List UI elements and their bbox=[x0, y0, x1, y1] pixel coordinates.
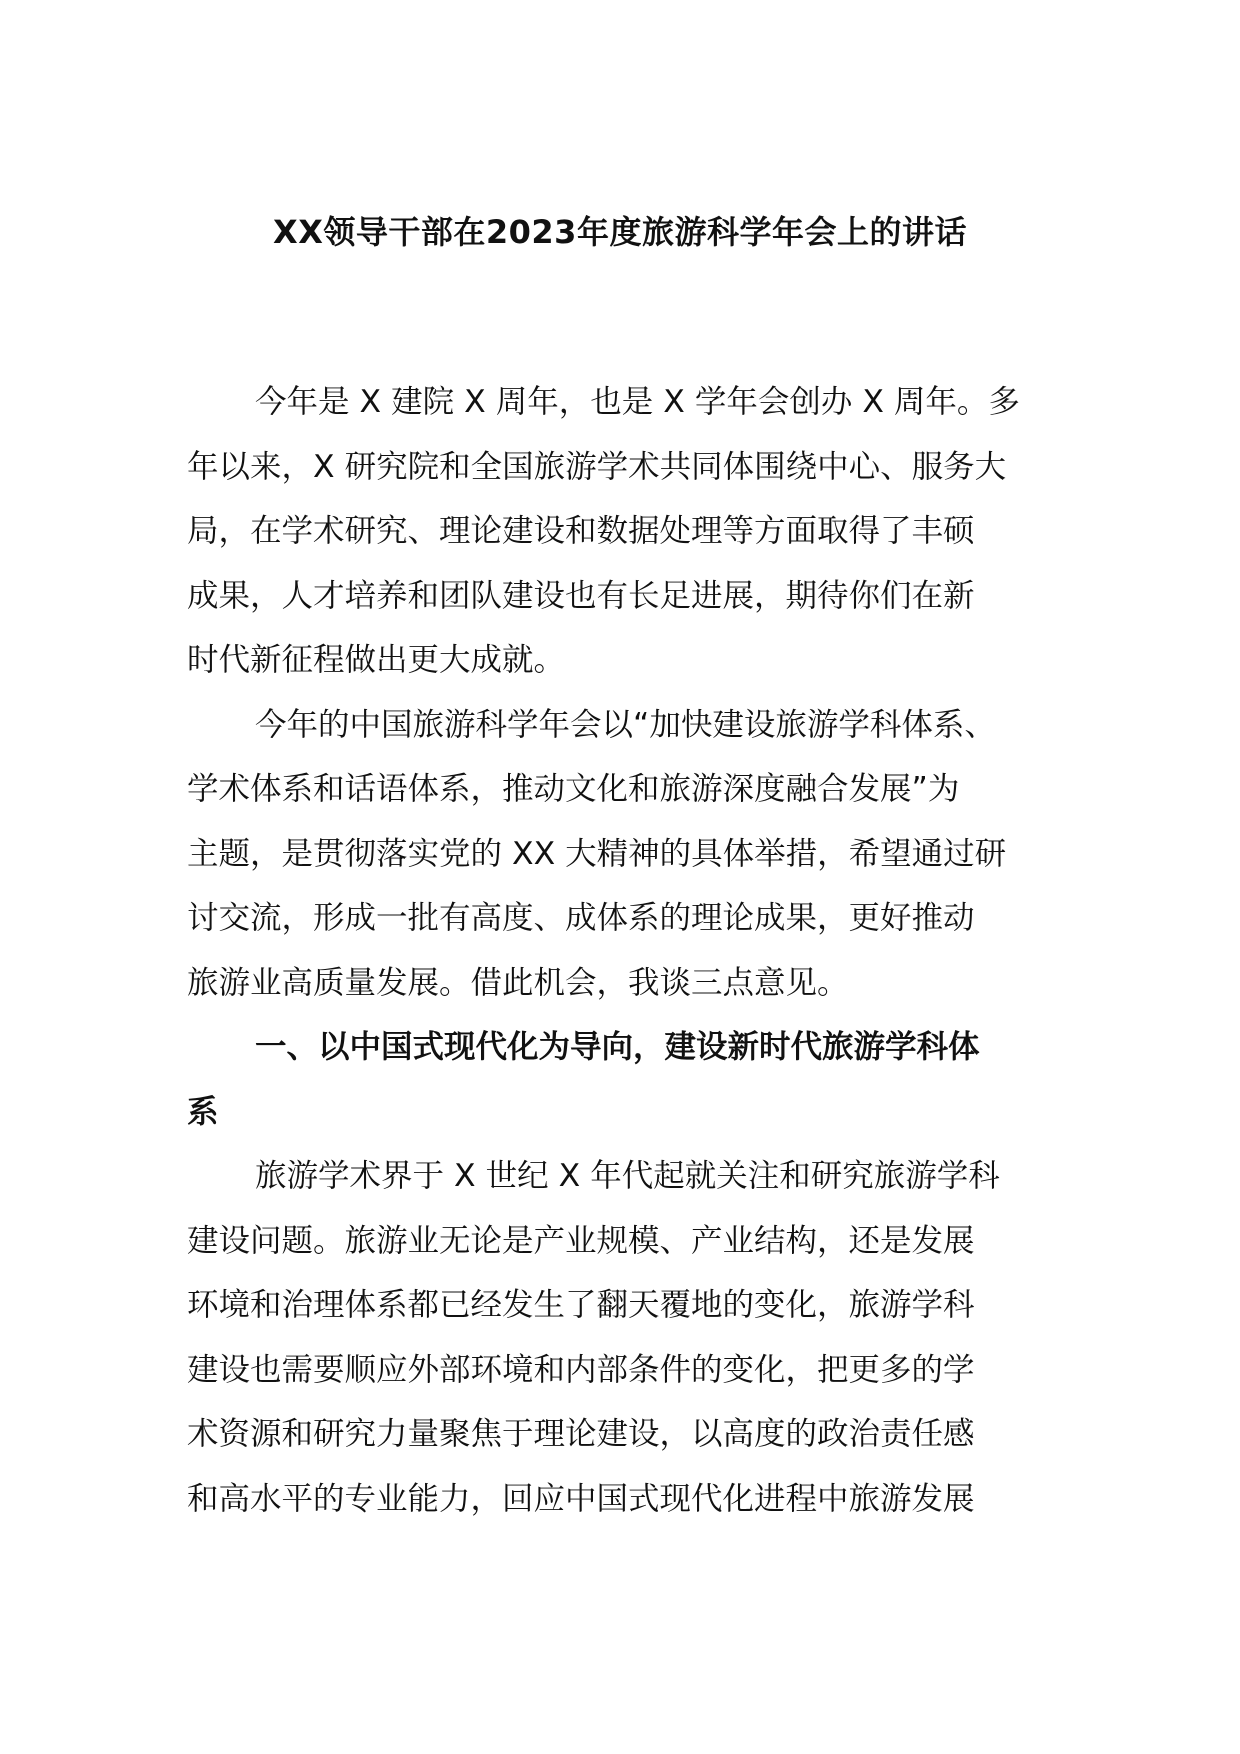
paragraph-line: 旅游学术界于 X 世纪 X 年代起就关注和研究旅游学科 bbox=[255, 1158, 1000, 1194]
paragraph-line: 环境和治理体系都已经发生了翻天覆地的变化，旅游学科 bbox=[187, 1287, 975, 1323]
paragraph-line: 成果，人才培养和团队建设也有长足进展，期待你们在新 bbox=[187, 577, 975, 614]
paragraph-line: 建设问题。旅游业无论是产业规模、产业结构，还是发展 bbox=[187, 1222, 975, 1259]
paragraph-line: 局，在学术研究、理论建设和数据处理等方面取得了丰硕 bbox=[187, 513, 975, 549]
document-title: XX领导干部在2023年度旅游科学年会上的讲话 bbox=[273, 213, 967, 251]
paragraph-line: 旅游业高质量发展。借此机会，我谈三点意见。 bbox=[187, 964, 849, 1001]
paragraph-line: 讨交流，形成一批有高度、成体系的理论成果，更好推动 bbox=[187, 900, 975, 936]
paragraph-line: 今年的中国旅游科学年会以“加快建设旅游学科体系、 bbox=[255, 706, 996, 743]
paragraph-line: 术资源和研究力量聚焦于理论建设，以高度的政治责任感 bbox=[187, 1416, 975, 1452]
section-heading-line: 系 bbox=[187, 1093, 219, 1130]
paragraph-line: 和高水平的专业能力，回应中国式现代化进程中旅游发展 bbox=[187, 1480, 975, 1517]
paragraph-line: 时代新征程做出更大成就。 bbox=[187, 642, 566, 678]
paragraph-line: 主题，是贯彻落实党的 XX 大精神的具体举措，希望通过研 bbox=[187, 835, 1007, 872]
paragraph-line: 建设也需要顺应外部环境和内部条件的变化，把更多的学 bbox=[187, 1351, 975, 1388]
document-body bbox=[187, 370, 1072, 1531]
section-heading-line: 一、以中国式现代化为导向，建设新时代旅游学科体 bbox=[255, 1029, 980, 1065]
paragraph-line: 年以来，X 研究院和全国旅游学术共同体围绕中心、服务大 bbox=[187, 448, 1007, 485]
paragraph-line: 今年是 X 建院 X 周年，也是 X 学年会创办 X 周年。多 bbox=[255, 384, 1020, 420]
paragraph-line: 学术体系和话语体系，推动文化和旅游深度融合发展”为 bbox=[187, 771, 960, 807]
